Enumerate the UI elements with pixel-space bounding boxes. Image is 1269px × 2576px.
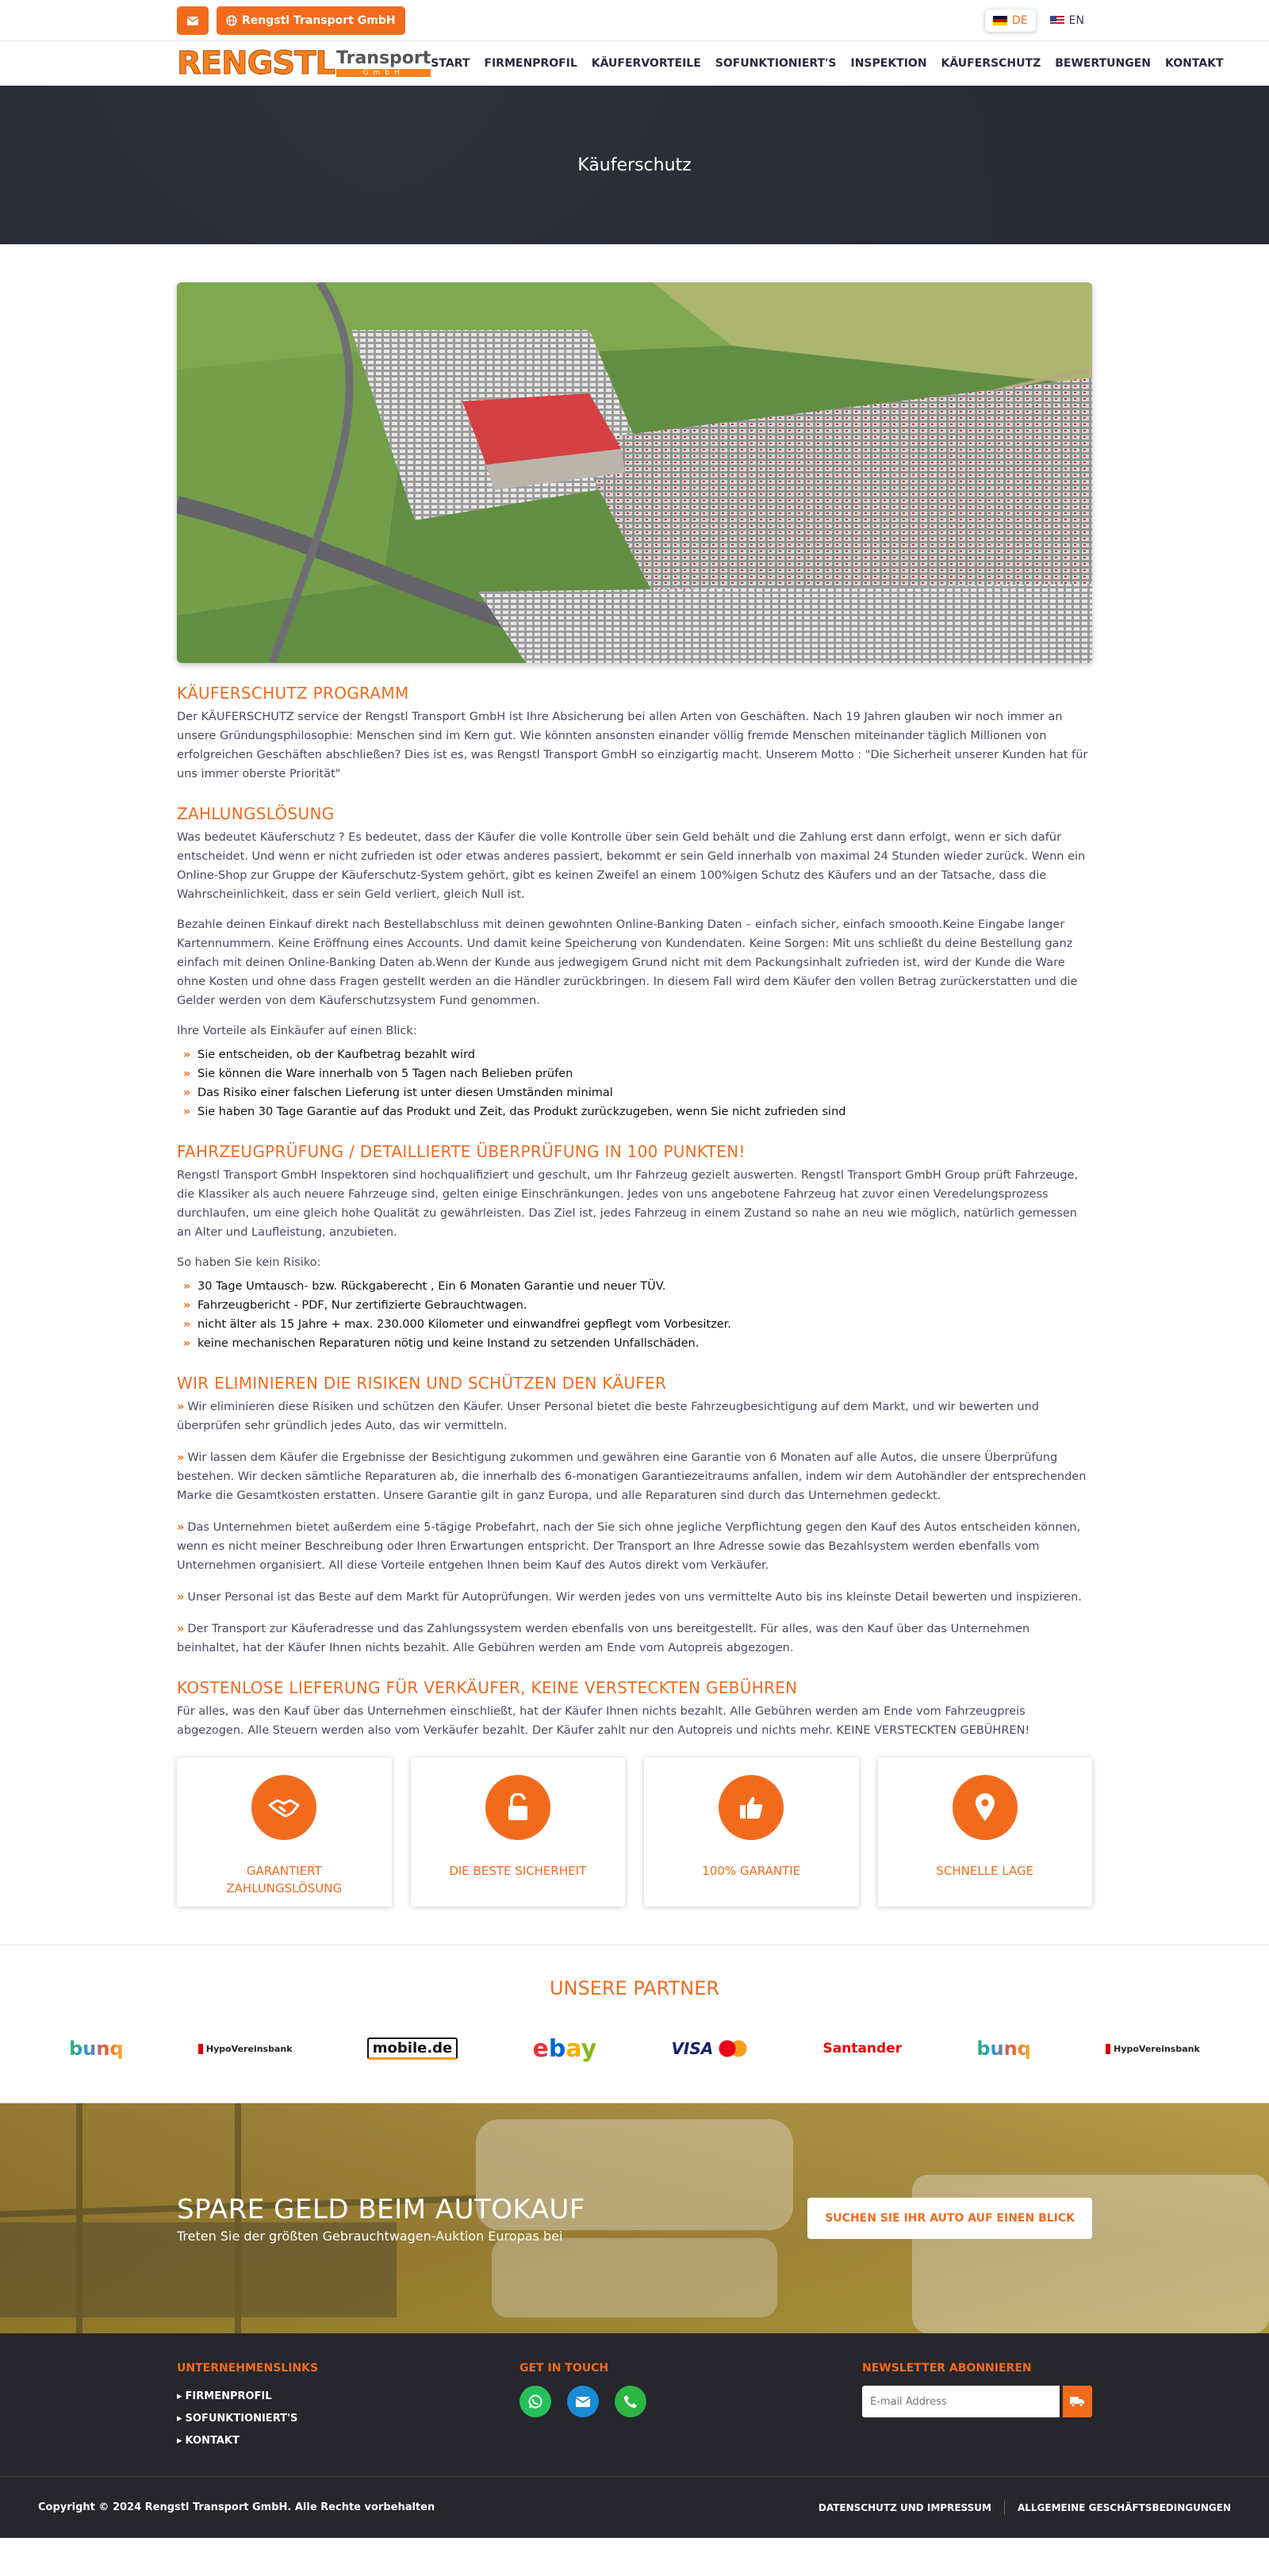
chevron-right-icon: » xyxy=(177,1401,185,1413)
envelope-icon xyxy=(187,17,198,25)
newsletter-title: NEWSLETTER ABONNIEREN xyxy=(862,2362,1032,2375)
nav-inspektion[interactable]: INSPEKTION xyxy=(850,57,927,70)
vorteile-list xyxy=(177,1045,1092,1121)
paragraph-text: Das Unternehmen bietet außerdem eine 5-tägige Probefahrt, nach der Sie sich ohne jegliche Verpflichtung gegen den Kauf des Autos entscheiden können, wenn es nicht meiner Beschreibung oder Ihren Erwartungen entspricht. Der Transport an Ihre Adresse sowie das Bezahlsystem werden ebenfalls vom Unternehmen organisiert. All diese Vorteile entgehen Ihnen beim Kauf des Autos direkt vom Verkäufer. xyxy=(177,1521,1081,1572)
fahrzeugpruefung-p1: Rengstl Transport GmbH Inspektoren sind hochqualifiziert und geschult, um Ihr Fahrzeug gezielt auswerten. Rengstl Transport GmbH Group prüft Fahrzeuge, die Klassiker als auch neuere Fahrzeuge sind, gelten einige Einschränkungen. Jedes von uns angebotene Fahrzeug hat zuvor einen Veredelungsprozess durchlaufen, um eine gleich hohe Qualität zu gewährleisten. Das Ziel ist, jedes Fahrzeug in einem Zustand so nahe an neu wie möglich, natürlich gemessen an Alter und Laufleistung, anzubieten. xyxy=(177,1169,1079,1239)
partner-name: HypoVereinsbank xyxy=(1106,2044,1200,2054)
cta-title: SPARE GELD BEIM AUTOKAUF xyxy=(177,2193,585,2225)
partner-logo-hypovereinsbank[interactable] xyxy=(1106,2034,1200,2063)
footer-link-sofunktionierts[interactable] xyxy=(177,2408,407,2430)
list-item: » keine mechanischen Reparaturen nötig und keine Instand zu setzenden Unfallschäden. xyxy=(177,1334,1092,1353)
language-switcher xyxy=(985,10,1092,32)
partner-name: VISA xyxy=(671,2039,714,2058)
chevron-right-icon: » xyxy=(177,1521,185,1534)
whatsapp-icon xyxy=(527,2394,543,2409)
globe-icon xyxy=(226,15,237,26)
list-item: » 30 Tage Umtausch- bzw. Rückgaberecht , Ein 6 Monaten Garantie und neuer TÜV. xyxy=(177,1277,1092,1296)
list-item: » Sie haben 30 Tage Garantie auf das Produkt und Zeit, das Produkt zurückzugeben, wenn Sie nicht zufrieden sind xyxy=(177,1102,1092,1121)
vorteile-intro: Ihre Vorteile als Einkäufer auf einen Blick: xyxy=(177,1025,417,1037)
kaeuferschutz-intro: Der KÄUFERSCHUTZ service der Rengstl Transport GmbH ist Ihre Absicherung bei allen Arten von Geschäften. Nach 19 Jahren glauben wir noch immer an unsere Gründungsphilosophie: Menschen sind im Kern gut. Wie könnten ansonsten einander völlig fremde Menschen miteinander täglich Millionen von erfolgreichen Geschäften abschließen? Dies ist es, was Rengstl Transport GmbH so einzigartig macht. Unserem Motto : "Die Sicherheit unserer Kunden hat für uns immer oberste Priorität" xyxy=(177,711,1088,780)
section-title-kaeuferschutz: KÄUFERSCHUTZ PROGRAMM xyxy=(177,684,409,703)
footer-link-label: FIRMENPROFIL xyxy=(185,2390,272,2402)
footer xyxy=(0,2333,1269,2476)
logo-side-text: Transport xyxy=(336,48,431,68)
truck-icon xyxy=(1070,2396,1084,2407)
footer-links-title: UNTERNEHMENSLINKS xyxy=(177,2362,319,2375)
logo[interactable] xyxy=(177,45,431,82)
caret-right-icon: ▸ xyxy=(177,2413,182,2425)
list-item: » Sie entscheiden, ob der Kaufbetrag bezahlt wird xyxy=(177,1045,1092,1064)
nav-kontakt[interactable]: KONTAKT xyxy=(1165,57,1224,70)
email-contact-button[interactable] xyxy=(567,2386,599,2417)
risiken-paragraph xyxy=(177,1518,1092,1575)
partner-name: mobile.de xyxy=(367,2037,458,2060)
risiken-paragraph xyxy=(177,1620,1092,1658)
company-label: Rengstl Transport GmbH xyxy=(242,14,396,27)
footer-link-firmenprofil[interactable] xyxy=(177,2386,407,2408)
caret-right-icon: ▸ xyxy=(177,2435,182,2447)
divider xyxy=(1004,2501,1005,2515)
partner-logo-ebay[interactable] xyxy=(533,2034,597,2063)
nav-kaeuferschutz[interactable]: KÄUFERSCHUTZ xyxy=(941,57,1041,70)
footer-link-label: SOFUNKTIONIERT'S xyxy=(185,2413,298,2425)
zahlung-p2: Bezahle deinen Einkauf direkt nach Bestellabschluss mit deinen gewohnten Online-Banking Daten – einfach sicher, einfach smoooth.Keine Eingabe langer Kartennummern. Keine Eröffnung eines Accounts. Und damit keine Speicherung von Kundendaten. Keine Sorgen: Mit uns schließt du deine Bestellung ganz einfach mit deinen Online-Banking Daten ab.Wenn der Kunde aus jedwegigem Grund nicht mit dem Packungsinhalt zufrieden ist, wird der Kunde die Ware ohne Kosten und ohne dass Fragen gestellt werden an die Händler zurückbringen. In diesem Fall wird dem Käufer den vollen Betrag zurückerstatten und die Gelder werden von dem Käuferschutzsystem Fund genommen. xyxy=(177,918,1078,1007)
lang-en[interactable] xyxy=(1042,10,1092,32)
phone-icon xyxy=(623,2394,638,2409)
paragraph-text: Der Transport zur Käuferadresse und das Zahlungssystem werden ebenfalls von uns bereitgestellt. Für alles, was den Kauf über das Unternehmen beinhaltet, hat der Käufer Ihnen nichts bezahlt. Alle Gebühren werden am Ende vom Autopreis abgezogen. xyxy=(177,1623,1030,1654)
footer-link-label: KONTAKT xyxy=(185,2435,240,2447)
nav-sofunktionierts[interactable]: SOFUNKTIONIERT'S xyxy=(715,57,837,70)
partner-name: ebay xyxy=(532,2034,597,2063)
aerial-photo xyxy=(177,282,1092,663)
newsletter-submit-button[interactable] xyxy=(1063,2386,1092,2417)
chevron-right-icon: » xyxy=(177,1591,185,1604)
us-flag-icon xyxy=(1050,16,1064,25)
handshake-icon xyxy=(251,1775,316,1840)
lang-de[interactable] xyxy=(985,10,1036,32)
feature-label: DIE BESTE SICHERHEIT xyxy=(449,1864,587,1878)
main-nav xyxy=(0,41,1269,86)
footer-newsletter-column xyxy=(862,2362,1092,2452)
lang-en-label: EN xyxy=(1068,14,1084,27)
email-button[interactable] xyxy=(177,6,209,35)
footer-links-column xyxy=(177,2362,407,2452)
list-item: » nicht älter als 15 Jahre + max. 230.000 Kilometer und einwandfrei gepflegt vom Vorbesitzer. xyxy=(177,1315,1092,1334)
mastercard-icon xyxy=(718,2040,748,2057)
footer-link-kontakt[interactable] xyxy=(177,2430,407,2452)
partner-logo-santander[interactable] xyxy=(823,2034,903,2063)
nav-start[interactable]: START xyxy=(431,57,470,70)
page-hero xyxy=(0,86,1269,244)
section-title-risiken: WIR ELIMINIEREN DIE RISIKEN UND SCHÜTZEN DEN KÄUFER xyxy=(177,1374,667,1393)
menu xyxy=(431,57,1223,70)
risiken-paragraph xyxy=(177,1588,1092,1607)
caret-right-icon: ▸ xyxy=(177,2390,182,2402)
partners-section xyxy=(0,1945,1269,2103)
section-title-zahlung: ZAHLUNGSLÖSUNG xyxy=(177,804,335,823)
phone-button[interactable] xyxy=(615,2386,646,2417)
chevron-right-icon: » xyxy=(177,1623,185,1635)
page-title: Käuferschutz xyxy=(577,155,692,175)
partner-logo-bunq[interactable] xyxy=(976,2034,1031,2063)
zahlung-p1: Was bedeutet Käuferschutz ? Es bedeutet, dass der Käufer die volle Kontrolle über sein Geld behält und die Zahlung erst dann erfolgt, wenn er sich dafür entscheidet. Und wenn er nicht zufrieden ist oder etwas anderes passiert, bekommt er sein Geld innerhalb von maximal 24 Stunden wieder zurück. Wenn ein Online-Shop zur Gruppe der Käuferschutz-System gehört, gibt es keinen Zweifel an einem 100%igen Schutz des Käufers und an der Tatsache, dass die Wahrscheinlichkeit, dass er sein Geld verliert, gleich Null ist. xyxy=(177,831,1086,901)
risiko-intro: So haben Sie kein Risiko: xyxy=(177,1256,321,1269)
feature-card xyxy=(644,1758,859,1907)
footer-contact-column xyxy=(519,2362,750,2452)
map-pin-icon xyxy=(953,1775,1018,1840)
partner-logo-mobile-de[interactable] xyxy=(367,2034,458,2063)
footer-bottom-bar xyxy=(0,2476,1269,2538)
logo-sub-text: GmbH xyxy=(336,69,431,77)
paragraph-text: Unser Personal ist das Beste auf dem Markt für Autoprüfungen. Wir werden jedes von uns vermittelte Auto bis ins kleinste Detail bewerten und inspizieren. xyxy=(187,1591,1082,1604)
section-title-lieferung: KOSTENLOSE LIEFERUNG FÜR VERKÄUFER, KEINE VERSTECKTEN GEBÜHREN xyxy=(177,1678,798,1697)
nav-bewertungen[interactable]: BEWERTUNGEN xyxy=(1055,57,1152,70)
cta-banner xyxy=(0,2103,1269,2333)
partner-logo-hypovereinsbank[interactable] xyxy=(198,2034,293,2063)
thumbs-up-icon xyxy=(719,1775,784,1840)
partner-name: bunq xyxy=(976,2037,1031,2060)
partner-name: Santander xyxy=(822,2041,903,2057)
datenschutz-link[interactable]: DATENSCHUTZ UND IMPRESSUM xyxy=(818,2501,991,2513)
unlock-icon xyxy=(485,1775,550,1840)
list-item: » Sie können die Ware innerhalb von 5 Tagen nach Belieben prüfen xyxy=(177,1064,1092,1083)
section-title-fahrzeugpruefung: FAHRZEUGPRÜFUNG / DETAILLIERTE ÜBERPRÜFUNG IN 100 PUNKTEN! xyxy=(177,1142,746,1161)
footer-contact-title: GET IN TOUCH xyxy=(519,2362,609,2375)
risiko-list xyxy=(177,1277,1092,1353)
risiken-paragraph xyxy=(177,1397,1092,1436)
feature-cards xyxy=(177,1758,1092,1907)
list-item: » Das Risiko einer falschen Lieferung ist unter diesen Umständen minimal xyxy=(177,1083,1092,1102)
chevron-right-icon: » xyxy=(177,1451,185,1464)
feature-label: 100% GARANTIE xyxy=(702,1864,801,1878)
nav-kaeufervorteile[interactable]: KÄUFERVORTEILE xyxy=(591,57,701,70)
newsletter-email-input[interactable] xyxy=(862,2386,1060,2417)
copyright: Copyright © 2024 Rengstl Transport GmbH. Alle Rechte vorbehalten xyxy=(38,2501,435,2513)
envelope-icon xyxy=(576,2397,590,2407)
german-flag-icon xyxy=(993,16,1007,25)
whatsapp-button[interactable] xyxy=(519,2386,551,2417)
logo-main-text: RENGSTL xyxy=(177,45,335,82)
cta-subtitle: Treten Sie der größten Gebrauchtwagen-Auktion Europas bei xyxy=(177,2228,563,2244)
feature-card xyxy=(411,1758,626,1907)
feature-card xyxy=(177,1758,392,1907)
paragraph-text: Wir eliminieren diese Risiken und schützen den Käufer. Unser Personal bietet die beste Fahrzeugbesichtigung auf dem Markt, und wir bewerten und überprüfen sehr gründlich jedes Auto, das wir vermitteln. xyxy=(177,1401,1039,1432)
partners-title: UNSERE PARTNER xyxy=(549,1977,720,1999)
feature-label: SCHNELLE LAGE xyxy=(936,1864,1034,1878)
risiken-paragraph xyxy=(177,1448,1092,1505)
search-car-button[interactable]: SUCHEN SIE IHR AUTO AUF EINEN BLICK xyxy=(807,2198,1092,2239)
nav-firmenprofil[interactable]: FIRMENPROFIL xyxy=(484,57,577,70)
top-bar xyxy=(0,0,1269,41)
partner-name: bunq xyxy=(69,2037,124,2060)
agb-link[interactable]: ALLGEMEINE GESCHÄFTSBEDINGUNGEN xyxy=(1017,2501,1231,2513)
paragraph-text: Wir lassen dem Käufer die Ergebnisse der Besichtigung zukommen und gewähren eine Garantie von 6 Monaten auf alle Autos, die unsere Überprüfung bestehen. Wir decken sämtliche Reparaturen ab, die innerhalb des 6-monatigen Garantiezeitraums anfallen, indem wir dem Autohändler der entsprechenden Marke die Gesamtkosten erstatten. Unsere Garantie gilt in ganz Europa, und alle Reparaturen sind durch das Unternehmen gedeckt. xyxy=(177,1451,1087,1502)
lang-de-label: DE xyxy=(1012,14,1028,27)
feature-label: GARANTIERT ZAHLUNGSLÖSUNG xyxy=(226,1864,343,1896)
list-item: » Fahrzeugbericht - PDF, Nur zertifizierte Gebrauchtwagen. xyxy=(177,1296,1092,1315)
partner-name: HypoVereinsbank xyxy=(198,2044,293,2054)
company-button[interactable] xyxy=(217,6,405,35)
lieferung-p1: Für alles, was den Kauf über das Unternehmen einschließt, hat der Käufer Ihnen nichts bezahlt. Alle Gebühren werden am Ende vom Fahrzeugpreis abgezogen. Alle Steuern werden also vom Verkäufer bezahlt. Der Käufer zahlt nur den Autopreis und nichts mehr. KEINE VERSTECKTEN GEBÜHREN! xyxy=(177,1705,1030,1737)
partner-logo-visa[interactable] xyxy=(671,2034,748,2063)
feature-card xyxy=(878,1758,1093,1907)
partner-logo-bunq[interactable] xyxy=(69,2034,124,2063)
partner-logos xyxy=(0,2034,1269,2063)
